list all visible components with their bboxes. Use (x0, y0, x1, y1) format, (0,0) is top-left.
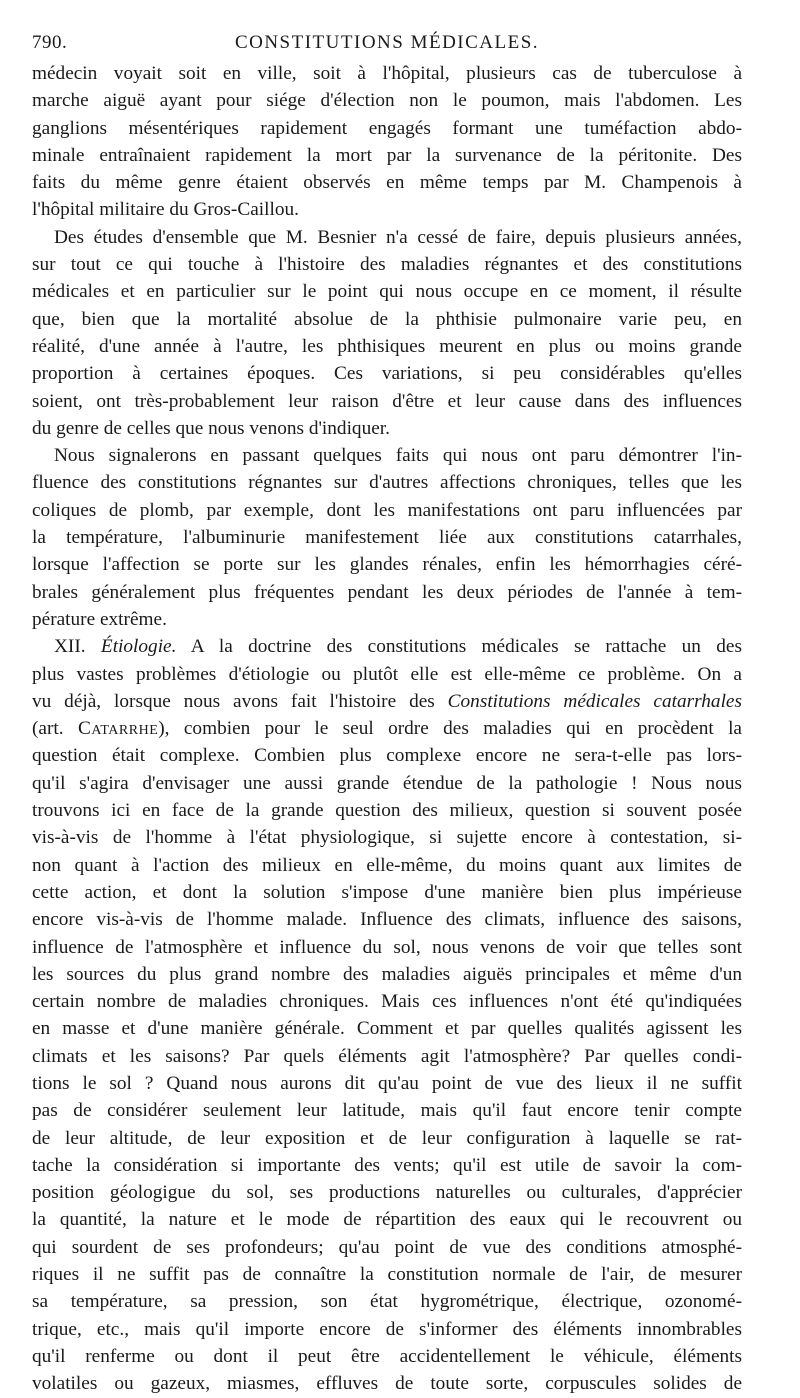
text-line: lorsque l'affection se porte sur les glandes rénales, enfin les hémorrhagies céré- (32, 554, 742, 576)
text-line: riques il ne suffit pas de connaître la constitution normale de l'air, de mesurer (32, 1264, 742, 1286)
text-line: fluence des constitutions régnantes sur d'autres affections chroniques, telles que les (32, 472, 742, 494)
text-line: cette action, et dont la solution s'impose d'une manière bien plus impérieuse (32, 881, 742, 903)
text-line: sur tout ce qui touche à l'histoire des maladies régnantes et des constitutions (32, 254, 742, 276)
text-line: la quantité, la nature et le mode de répartition des eaux qui le recouvrent ou (32, 1209, 742, 1231)
text-line (32, 688, 742, 715)
text-line: question était complexe. Combien plus complexe encore ne sera-t-elle pas lors- (32, 745, 742, 767)
text-line: les sources du plus grand nombre des maladies aiguës principales et même d'un (32, 963, 742, 985)
text-line: tions le sol ? Quand nous aurons dit qu'au point de vue des lieux il ne suffit (32, 1072, 742, 1094)
text-line: trique, etc., mais qu'il importe encore de s'informer des éléments innombrables (32, 1318, 742, 1340)
text-line: vis-à-vis de l'homme à l'état physiologique, si sujette encore à contestation, si- (32, 827, 742, 849)
text-segment: (art. (32, 718, 78, 740)
text-line: de leur altitude, de leur exposition et de leur configuration à laquelle se rat- (32, 1127, 742, 1149)
paragraph-3 (32, 442, 742, 633)
text-line: coliques de plomb, par exemple, dont les manifestations ont paru influencées par (32, 499, 742, 521)
text-line: qu'il s'agira d'envisager une aussi grande étendue de la pathologie ! Nous nous (32, 772, 742, 794)
text-line: climats et les saisons? Par quels éléments agit l'atmosphère? Par quelles condi- (32, 1045, 742, 1067)
text-line: la température, l'albuminurie manifestement liée aux constitutions catarrhales, (32, 527, 742, 549)
text-line: influence de l'atmosphère et influence du sol, nous venons de voir que telles sont (32, 936, 742, 958)
text-line: brales généralement plus fréquentes pendant les deux périodes de l'année à tem- (32, 581, 742, 603)
text-line: qu'il renferme ou dont il peut être accidentellement le véhicule, éléments (32, 1345, 742, 1367)
paragraph-1 (32, 60, 742, 224)
document-page (32, 24, 742, 1398)
section-title: Étiologie. (100, 636, 177, 658)
section-number: XII. (54, 636, 86, 658)
page-number: 790. (32, 32, 68, 53)
text-line: soient, ont très-probablement leur raison d'être et leur cause dans des influences (32, 390, 742, 412)
smallcaps-reference: Catarrhe (77, 718, 159, 740)
section-etiologie (32, 633, 742, 1397)
text-segment: ), combien pour le seul ordre des maladies qui en procèdent la (158, 718, 742, 740)
text-line: sa température, sa pression, son état hygrométrique, électrique, ozonomé- (32, 1291, 742, 1313)
text-line: minale entraînaient rapidement la mort par la survenance de la péritonite. Des (32, 144, 742, 166)
text-segment: A la doctrine des constitutions médicales se rattache un des (190, 636, 742, 658)
text-line: tache la considération si importante des vents; qu'il est utile de savoir la com- (32, 1154, 742, 1176)
text-line: marche aiguë ayant pour siége d'élection non le poumon, mais l'abdomen. Les (32, 90, 742, 112)
text-line: Nous signalerons en passant quelques faits qui nous ont paru démontrer l'in- (54, 445, 742, 467)
text-line: que, bien que la mortalité absolue de la phthisie pulmonaire varie peu, en (32, 308, 742, 330)
text-line: volatiles ou gazeux, miasmes, effluves de toute sorte, corpuscules solides de (32, 1373, 742, 1395)
text-line: plus vastes problèmes d'étiologie ou plutôt elle est elle-même ce problème. On a (32, 663, 742, 685)
text-line: pas de considérer seulement leur latitude, mais qu'il faut encore tenir compte (32, 1100, 742, 1122)
text-line: du genre de celles que nous venons d'indiquer. (32, 417, 390, 439)
running-head: CONSTITUTIONS MÉDICALES. (234, 32, 540, 53)
text-line: certain nombre de maladies chroniques. Mais ces influences n'ont été qu'indiquées (32, 991, 742, 1013)
text-line: trouvons ici en face de la grande question des milieux, question si souvent posée (32, 800, 742, 822)
text-line: qui sourdent de ses profondeurs; qu'au point de vue des conditions atmosphé- (32, 1236, 742, 1258)
text-line: encore vis-à-vis de l'homme malade. Influence des climats, influence des saisons, (32, 909, 742, 931)
section-first-line (32, 633, 742, 660)
text-line: réalité, d'une année à l'autre, les phthisiques meurent en plus ou moins grande (32, 335, 742, 357)
italic-citation: Constitutions médicales catarrhales (447, 690, 742, 712)
text-line: position géologigue du sol, ses productions naturelles ou culturales, d'apprécier (32, 1182, 742, 1204)
text-line: faits du même genre étaient observés en même temps par M. Champenois à (32, 172, 742, 194)
text-line: ganglions mésentériques rapidement engagés formant une tuméfaction abdo- (32, 117, 742, 139)
text-line: Des études d'ensemble que M. Besnier n'a cessé de faire, depuis plusieurs années, (54, 226, 742, 248)
text-line: l'hôpital militaire du Gros-Caillou. (32, 199, 299, 221)
text-line: médecin voyait soit en ville, soit à l'hôpital, plusieurs cas de tuberculose à (32, 63, 742, 84)
text-line: médicales et en particulier sur le point qui nous occupe en ce moment, il résulte (32, 281, 742, 303)
text-line: proportion à certaines époques. Ces variations, si peu considérables qu'elles (32, 363, 742, 385)
text-line (32, 715, 742, 742)
text-segment: vu déjà, lorsque nous avons fait l'histoire des (32, 690, 448, 712)
page-header (32, 24, 742, 60)
text-line: non quant à l'action des milieux en elle-même, du moins quant aux limites de (32, 854, 742, 876)
paragraph-2 (32, 224, 742, 442)
text-line: en masse et d'une manière générale. Comment et par quelles qualités agissent les (32, 1018, 742, 1040)
text-line: pérature extrême. (32, 608, 167, 630)
